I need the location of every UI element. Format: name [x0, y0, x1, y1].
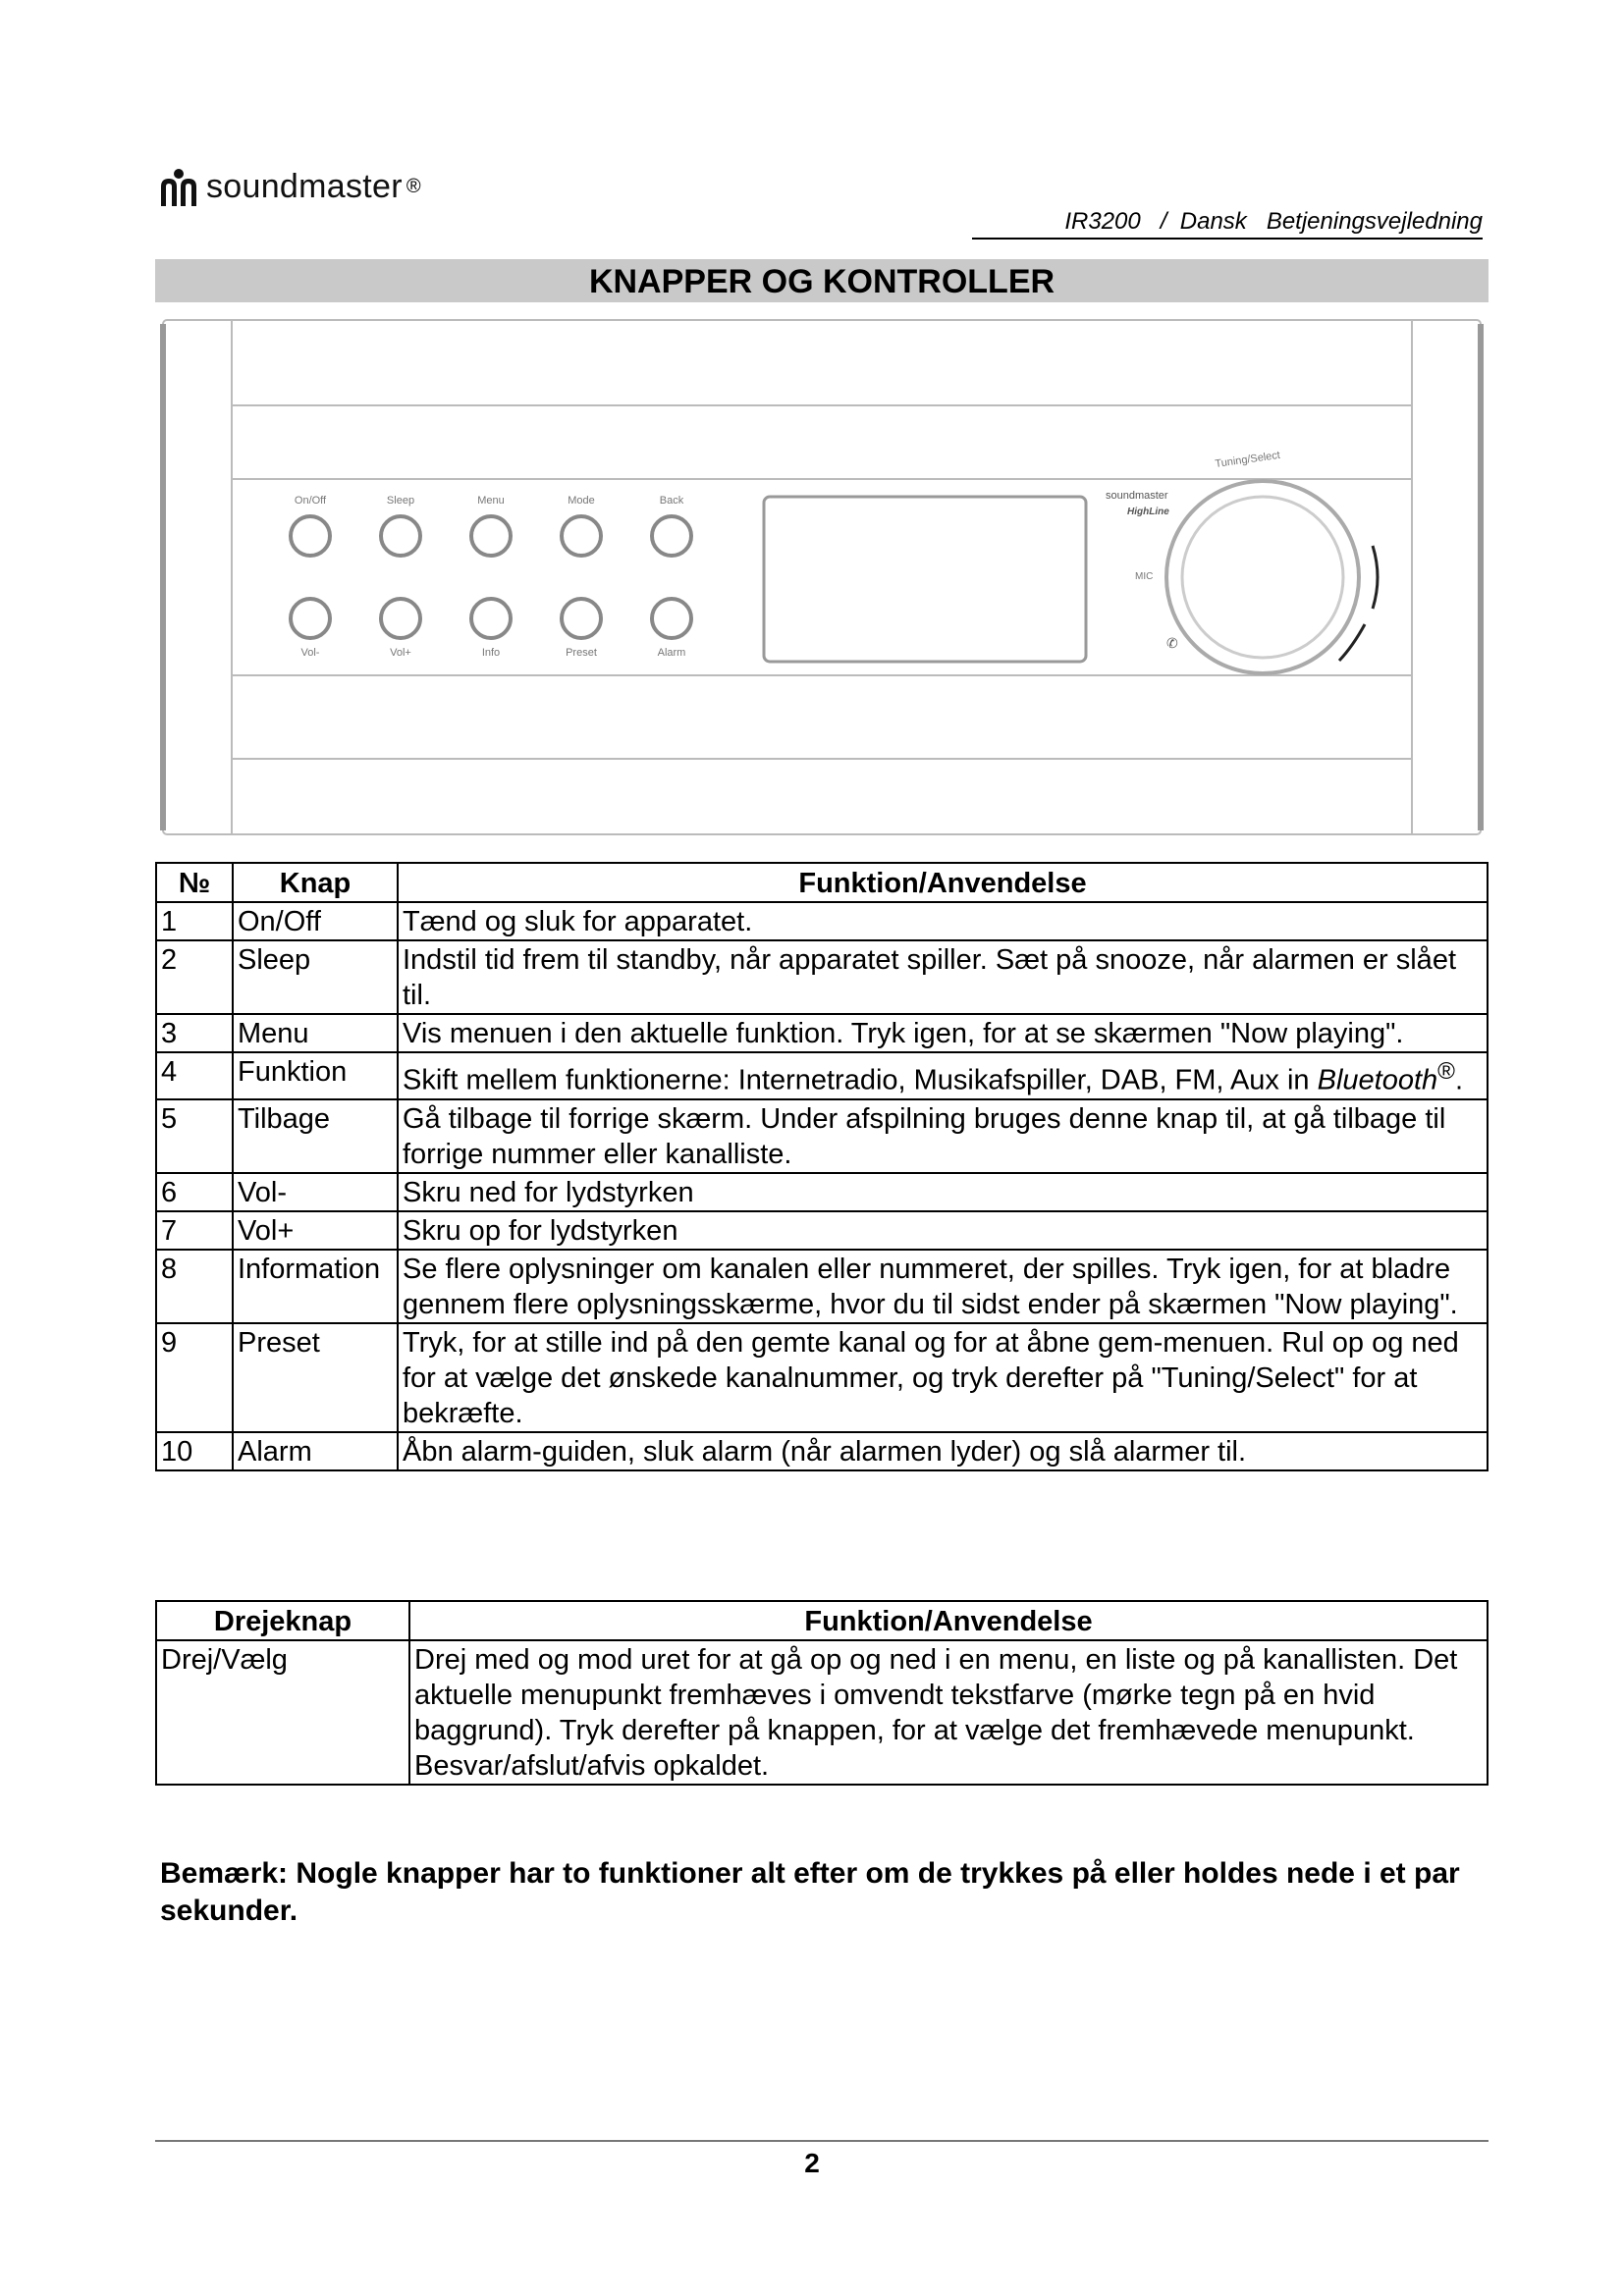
header-no: № [156, 863, 233, 902]
page-number: 2 [804, 2148, 820, 2178]
bottom-button-row [291, 599, 691, 638]
on-off-button[interactable] [291, 516, 330, 556]
label-back: Back [659, 495, 684, 507]
row-func: Skru ned for lydstyrken [398, 1173, 1488, 1211]
row-func: Gå tilbage til forrige skærm. Under afspilning bruges denne knap til, at gå tilbage til forrige nummer eller kanalliste. [398, 1099, 1488, 1173]
knob-table [155, 1600, 1489, 1786]
brand-reg: ® [406, 175, 421, 197]
row-func [398, 1052, 1488, 1099]
label-menu: Menu [477, 495, 505, 507]
row-func [409, 1640, 1488, 1785]
alarm-button[interactable] [652, 599, 691, 638]
table-row [156, 1099, 1488, 1173]
row-no: 5 [156, 1099, 233, 1173]
row-key: Sleep [233, 940, 398, 1014]
row-key: Information [233, 1250, 398, 1323]
section-title: KNAPPER OG KONTROLLER [155, 259, 1489, 302]
table-row [156, 1323, 1488, 1432]
brand-logo [157, 165, 421, 208]
table-row [156, 1014, 1488, 1052]
row-func-text: Skift mellem funktionerne: Internetradio, Musikafspiller, DAB, FM, Aux in [403, 1064, 1310, 1096]
table-row [156, 1250, 1488, 1323]
row-func: Åbn alarm-guiden, sluk alarm (når alarmen lyder) og slå alarmer til. [398, 1432, 1488, 1470]
sleep-button[interactable] [381, 516, 420, 556]
mode-button[interactable] [562, 516, 601, 556]
row-no: 1 [156, 902, 233, 940]
row-key: Tilbage [233, 1099, 398, 1173]
panel-logo [1106, 490, 1169, 517]
table-row [156, 940, 1488, 1014]
table-row [156, 1211, 1488, 1250]
document-header [972, 208, 1483, 240]
label-preset: Preset [566, 647, 597, 659]
header-sep: / [1160, 208, 1167, 235]
row-func: Tænd og sluk for apparatet. [398, 902, 1488, 940]
label-sleep: Sleep [386, 495, 415, 507]
label-mode: Mode [568, 495, 595, 507]
row-key: Preset [233, 1323, 398, 1432]
footer-divider [155, 2140, 1489, 2142]
row-no: 9 [156, 1323, 233, 1432]
info-button[interactable] [471, 599, 511, 638]
row-no: 8 [156, 1250, 233, 1323]
row-func: Se flere oplysninger om kanalen eller nummeret, der spilles. Tryk igen, for at bladre gennem flere oplysningsskærme, hvor du til sidst ender på skærmen "Now playing". [398, 1250, 1488, 1323]
soundmaster-logo-icon [157, 165, 200, 208]
vol-up-button[interactable] [381, 599, 420, 638]
row-no: 7 [156, 1211, 233, 1250]
table-row [156, 1173, 1488, 1211]
row-key: Drej/Vælg [156, 1640, 409, 1785]
table-header-row [156, 1601, 1488, 1640]
row-no: 6 [156, 1173, 233, 1211]
back-button[interactable] [652, 516, 691, 556]
header-doc: Betjeningsvejledning [1266, 208, 1483, 235]
header-language: Dansk [1179, 208, 1247, 235]
row-func-sup: ® [1437, 1058, 1455, 1085]
tuning-select-knob[interactable] [1166, 481, 1359, 673]
row-func: Indstil tid frem til standby, når apparatet spiller. Sæt på snooze, når alarmen er slået til. [398, 940, 1488, 1014]
knob-label: Tuning/Select [1214, 449, 1281, 470]
device-illustration [155, 312, 1489, 842]
rotate-arrow-icon [1373, 546, 1378, 609]
table-header-row [156, 863, 1488, 902]
buttons-table [155, 862, 1489, 1471]
vol-down-button[interactable] [291, 599, 330, 638]
row-func: Tryk, for at stille ind på den gemte kanal og for at åbne gem-menuen. Rul op og ned for at vælge det ønskede kanalnummer, og tryk derefter på "Tuning/Select" for at bekræfte. [398, 1323, 1488, 1432]
label-vol-up: Vol+ [390, 647, 411, 659]
header-model: IR3200 [1064, 208, 1141, 235]
header-func: Funktion/Anvendelse [409, 1601, 1488, 1640]
table-row [156, 1640, 1488, 1785]
header-key: Knap [233, 863, 398, 902]
note-text: Bemærk: Nogle knapper har to funktioner alt efter om de trykkes på eller holdes nede i et par sekunder. [160, 1857, 1460, 1927]
row-func-line1: Drej med og mod uret for at gå op og ned i en menu, en liste og på kanallisten. Det aktuelle menupunkt fremhæves i omvendt tekstfarve (mørke tegn på en hvid baggrund). Tryk derefter på knappen, for at vælge det fremhævede menupunkt. [414, 1644, 1458, 1746]
header-knob: Drejeknap [156, 1601, 409, 1640]
row-key: Vol- [233, 1173, 398, 1211]
row-no: 2 [156, 940, 233, 1014]
row-no: 4 [156, 1052, 233, 1099]
row-func-end: . [1454, 1064, 1464, 1096]
label-vol-down: Vol- [300, 647, 320, 659]
row-func: Skru op for lydstyrken [398, 1211, 1488, 1250]
table-row [156, 902, 1488, 940]
phone-icon: ✆ [1166, 635, 1178, 651]
row-key: Funktion [233, 1052, 398, 1099]
table-row [156, 1052, 1488, 1099]
panel-logo-text: soundmaster [1106, 490, 1168, 502]
label-alarm: Alarm [657, 647, 686, 659]
mic-label: MIC [1135, 571, 1154, 582]
header-func: Funktion/Anvendelse [398, 863, 1488, 902]
row-func-line2: Besvar/afslut/afvis opkaldet. [414, 1750, 770, 1782]
label-on-off: On/Off [294, 495, 327, 507]
row-func: Vis menuen i den aktuelle funktion. Tryk igen, for at se skærmen "Now playing". [398, 1014, 1488, 1052]
row-key: Alarm [233, 1432, 398, 1470]
menu-button[interactable] [471, 516, 511, 556]
row-no: 10 [156, 1432, 233, 1470]
row-key: On/Off [233, 902, 398, 940]
table-row [156, 1432, 1488, 1470]
top-button-row [291, 516, 691, 556]
brand-name: soundmaster [206, 167, 403, 205]
preset-button[interactable] [562, 599, 601, 638]
row-key: Menu [233, 1014, 398, 1052]
row-no: 3 [156, 1014, 233, 1052]
row-func-italic: Bluetooth [1317, 1064, 1438, 1096]
row-key: Vol+ [233, 1211, 398, 1250]
label-info: Info [481, 647, 501, 659]
panel-sub-text: HighLine [1127, 507, 1169, 517]
